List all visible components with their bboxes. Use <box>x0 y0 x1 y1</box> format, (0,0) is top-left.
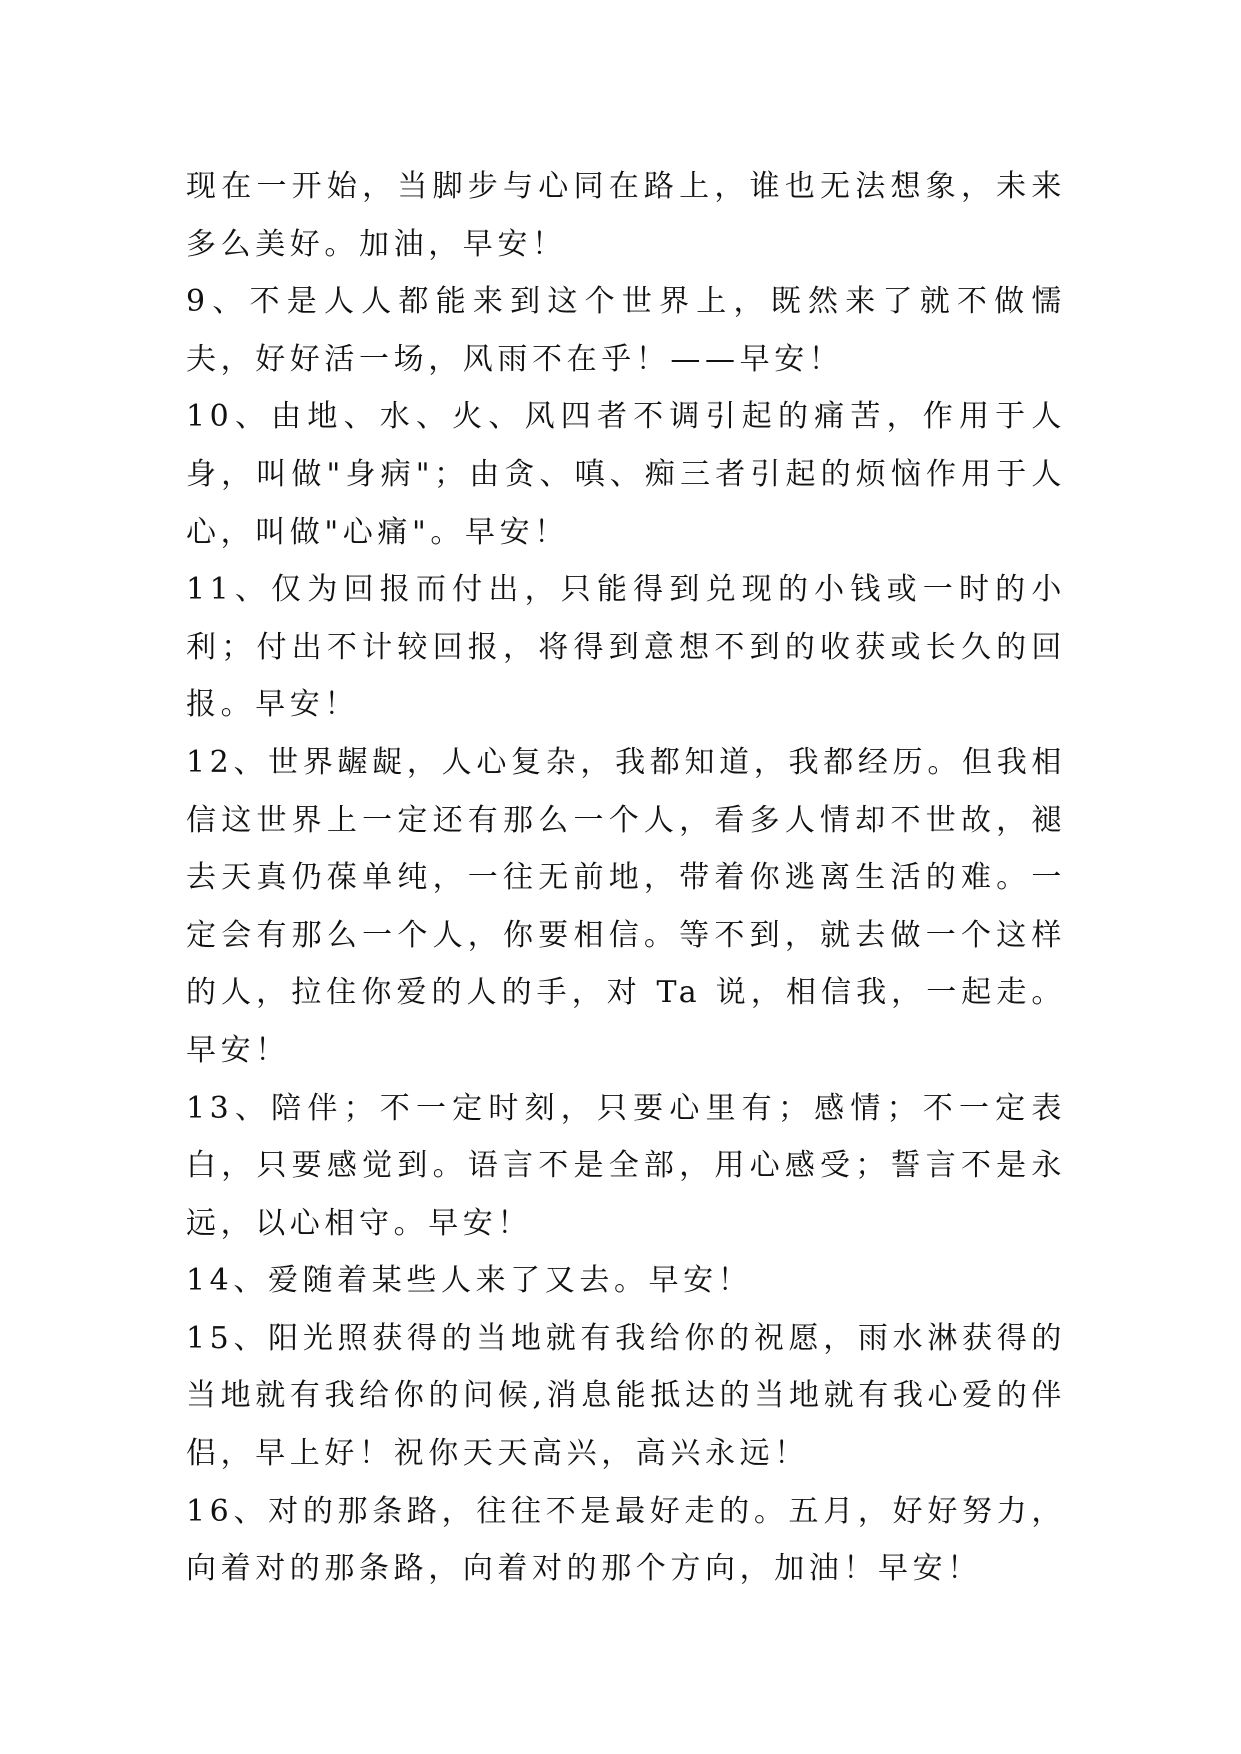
document-body <box>186 158 1066 1598</box>
paragraph-item-11: 11、仅为回报而付出，只能得到兑现的小钱或一时的小利；付出不计较回报，将得到意想不到的收获或长久的回报。早安！ <box>186 572 1066 723</box>
paragraph-item-10: 10、由地、水、火、风四者不调引起的痛苦，作用于人身，叫做"身病"；由贪、嗔、痴三者引起的烦恼作用于人心，叫做"心痛"。早安！ <box>186 399 1066 550</box>
paragraph-item-13: 13、陪伴；不一定时刻，只要心里有；感情；不一定表白，只要感觉到。语言不是全部，用心感受；誓言不是永远，以心相守。早安！ <box>186 1090 1066 1241</box>
paragraph-item-14: 14、爱随着某些人来了又去。早安！ <box>186 1263 753 1299</box>
paragraph-item-15: 15、阳光照获得的当地就有我给你的祝愿，雨水淋获得的当地就有我给你的问候,消息能抵达的当地就有我心爱的伴侣，早上好！祝你天天高兴，高兴永远！ <box>186 1320 1066 1472</box>
paragraph-item-16: 16、对的那条路，往往不是最好走的。五月，好好努力，向着对的那条路，向着对的那个方向，加油！早安！ <box>186 1493 1066 1587</box>
paragraph-item-12: 12、世界龌龊，人心复杂，我都知道，我都经历。但我相信这世界上一定还有那么一个人，看多人情却不世故，褪去天真仍葆单纯，一往无前地，带着你逃离生活的难。一定会有那么一个人，你要相信。等不到，就去做一个这样的人，拉住你爱的人的手，对 Ta 说，相信我，一起走。早安！ <box>186 744 1066 1068</box>
paragraph-continuation: 现在一开始，当脚步与心同在路上，谁也无法想象，未来多么美好。加油，早安！ <box>186 169 1066 262</box>
paragraph-item-9: 9、不是人人都能来到这个世界上，既然来了就不做懦夫，好好活一场，风雨不在乎！——早安！ <box>186 284 1066 377</box>
